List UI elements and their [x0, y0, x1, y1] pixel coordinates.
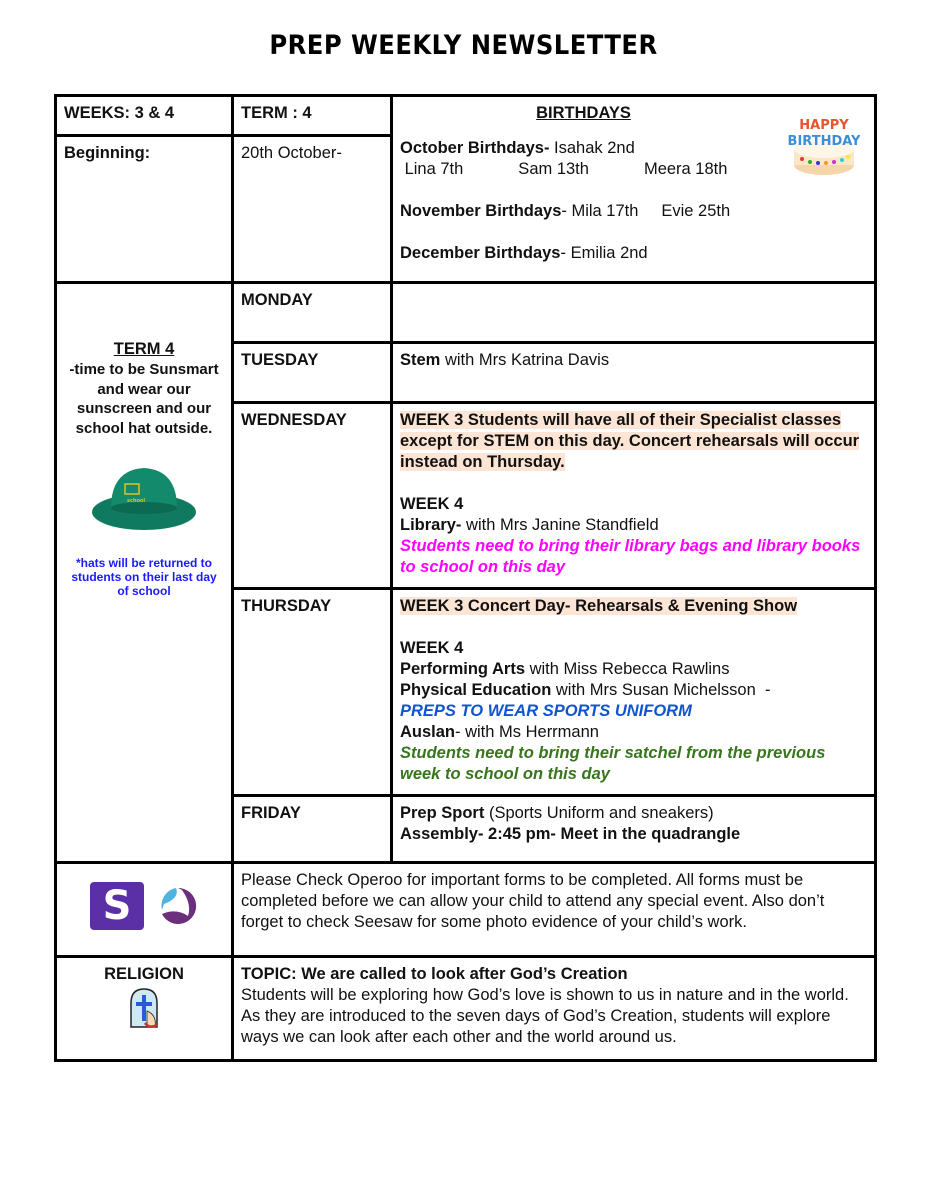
wednesday-week3-note: WEEK 3 Students will have all of their Specialist classes except for STEM on this day. Concert rehearsals will occur instead on Thursday.	[400, 411, 860, 471]
religion-label: RELIGION	[104, 965, 184, 983]
thursday-content	[392, 589, 876, 796]
november-birthdays: November Birthdays- Mila 17th Evie 25th	[400, 202, 731, 220]
library-note: Students need to bring their library bags and library books to school on this day	[400, 537, 861, 576]
december-birthdays: December Birthdays- Emilia 2nd	[400, 244, 648, 262]
religion-topic: TOPIC: We are called to look after God’s Creation	[241, 965, 628, 983]
assembly-line: Assembly- 2:45 pm- Meet in the quadrangle	[400, 825, 741, 843]
seesaw-icon: S	[90, 882, 144, 930]
day-wednesday: WEDNESDAY	[233, 403, 392, 589]
sunsmart-cell	[56, 283, 233, 863]
svg-text:BIRTHDAY: BIRTHDAY	[788, 134, 860, 149]
wednesday-week4-heading: WEEK 4	[400, 495, 464, 513]
birthdays-cell	[392, 96, 876, 283]
october-birthdays-rest: Lina 7th Sam 13th Meera 18th	[400, 160, 728, 178]
svg-text:HAPPY: HAPPY	[799, 118, 849, 133]
monday-content	[392, 283, 876, 343]
day-friday: FRIDAY	[233, 796, 392, 863]
weeks-cell: WEEKS: 3 & 4	[56, 96, 233, 136]
religion-text: Students will be exploring how God’s love is shown to us in nature and in the world. As they are introduced to the seven days of God’s Creation, students will explore ways we can look after each other and the world around us.	[241, 986, 849, 1046]
term-cell: TERM : 4	[233, 96, 392, 136]
birthdays-heading: BIRTHDAYS	[536, 104, 631, 122]
performing-arts-line: Performing Arts with Miss Rebecca Rawlins	[400, 660, 730, 678]
auslan-line: Auslan- with Ms Herrmann	[400, 723, 599, 741]
newsletter-table	[54, 94, 877, 1062]
day-monday: MONDAY	[233, 283, 392, 343]
thursday-week3-note: WEEK 3 Concert Day- Rehearsals & Evening Show	[400, 597, 798, 615]
newsletter-title: PREP WEEKLY NEWSLETTER	[269, 30, 658, 61]
operoo-seesaw-note: Please Check Operoo for important forms to be completed. All forms must be completed before we can allow your child to attend any special event. Also don’t forget to check Seesaw for some photo evidence of your child’s work.	[233, 863, 876, 957]
praying-hands-window-icon	[127, 987, 161, 1029]
beginning-label: Beginning:	[56, 136, 233, 283]
library-line: Library- with Mrs Janine Standfield	[400, 516, 659, 534]
svg-text:school: school	[127, 498, 146, 504]
operoo-icon	[158, 886, 198, 926]
satchel-note: Students need to bring their satchel from the previous week to school on this day	[400, 744, 826, 783]
hat-return-note: *hats will be returned to students on their last day of school	[71, 556, 217, 598]
religion-cell	[56, 957, 233, 1061]
sunsmart-text: -time to be Sunsmart and wear our sunscreen and our school hat outside.	[69, 361, 219, 437]
school-hat-icon	[89, 456, 199, 536]
friday-content: Prep Sport (Sports Uniform and sneakers) Assembly- 2:45 pm- Meet in the quadrangle	[392, 796, 876, 863]
wednesday-content	[392, 403, 876, 589]
religion-content	[233, 957, 876, 1061]
thursday-week4-heading: WEEK 4	[400, 639, 464, 657]
sports-uniform-note: PREPS TO WEAR SPORTS UNIFORM	[400, 702, 692, 720]
october-birthdays: October Birthdays- Isahak 2nd	[400, 139, 635, 157]
pe-line: Physical Education with Mrs Susan Michelsson -	[400, 681, 771, 699]
birthday-cake-icon	[788, 109, 860, 181]
apps-icons-cell	[56, 863, 233, 957]
beginning-value: 20th October-	[233, 136, 392, 283]
day-thursday: THURSDAY	[233, 589, 392, 796]
sunsmart-heading: TERM 4	[113, 340, 175, 358]
tuesday-content: Stem with Mrs Katrina Davis	[392, 343, 876, 403]
day-tuesday: TUESDAY	[233, 343, 392, 403]
